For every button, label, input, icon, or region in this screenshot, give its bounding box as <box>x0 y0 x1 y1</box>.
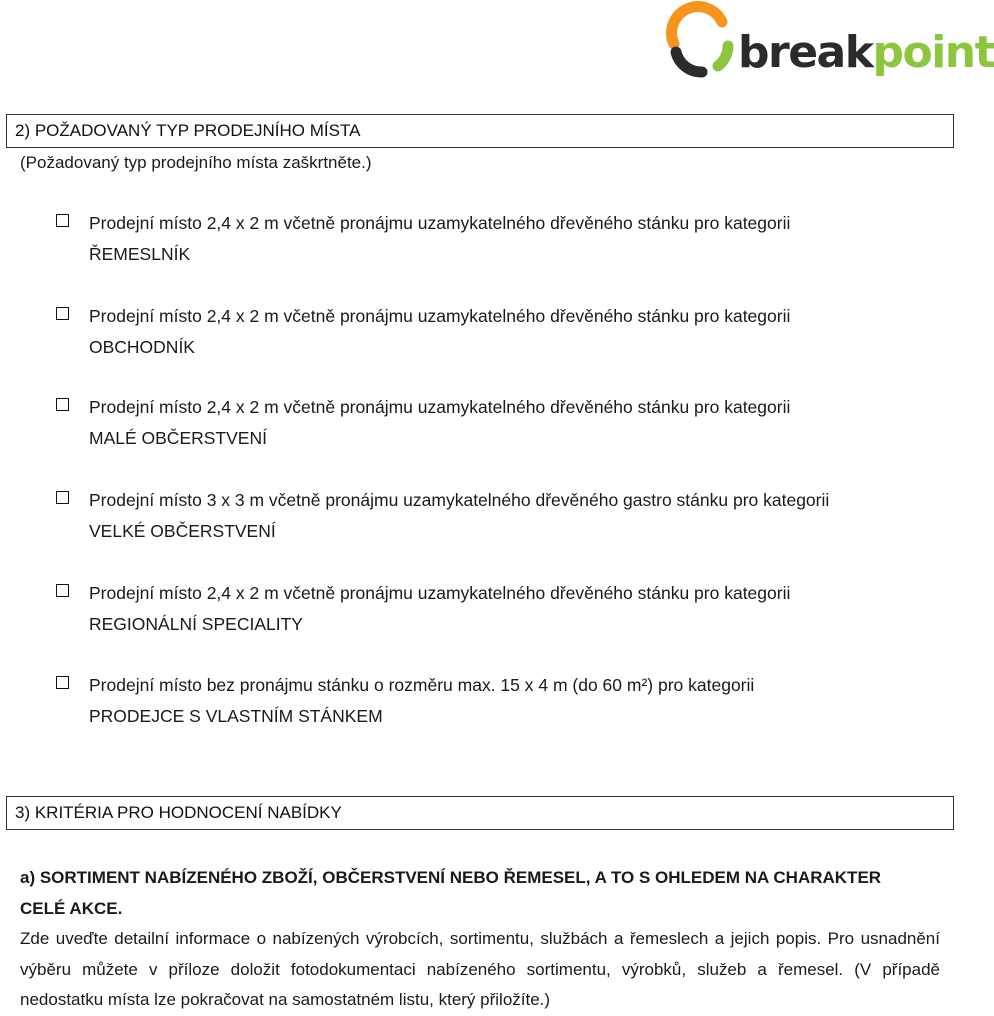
checkbox[interactable] <box>56 491 69 504</box>
option-label: Prodejní místo 3 x 3 m včetně pronájmu uzamykatelného dřevěného gastro stánku pro kategorii <box>89 490 830 510</box>
section-2-heading: 2) POŽADOVANÝ TYP PRODEJNÍHO MÍSTA <box>6 114 954 148</box>
breakpoint-logo <box>662 0 994 86</box>
checkbox[interactable] <box>56 676 69 689</box>
section-3-heading: 3) KRITÉRIA PRO HODNOCENÍ NABÍDKY <box>6 796 954 830</box>
stall-option[interactable] <box>56 485 936 547</box>
option-label: Prodejní místo bez pronájmu stánku o rozměru max. 15 x 4 m (do 60 m²) pro kategorii <box>89 675 755 695</box>
stall-option[interactable] <box>56 578 936 640</box>
option-category: VELKÉ OBČERSTVENÍ <box>89 521 276 541</box>
criterion-a-description: Zde uveďte detailní informace o nabízených výrobcích, sortimentu, službách a řemeslech a jejich popis. Pro usnadnění výběru můžete v příloze doložit fotodokumentaci nabízeného sortimentu, výrobků, služeb a řemesel. (V případě nedostatku místa lze pokračovat na samostatném listu, který přiložíte.) <box>20 929 940 1009</box>
section-2-instruction: (Požadovaný typ prodejního místa zaškrtněte.) <box>20 153 372 172</box>
option-category: PRODEJCE S VLASTNÍM STÁNKEM <box>89 706 383 726</box>
option-label: Prodejní místo 2,4 x 2 m včetně pronájmu uzamykatelného dřevěného stánku pro kategorii <box>89 213 791 233</box>
option-category: ŘEMESLNÍK <box>89 244 191 264</box>
checkbox[interactable] <box>56 214 69 227</box>
stall-option[interactable] <box>56 301 936 363</box>
checkbox[interactable] <box>56 307 69 320</box>
checkbox[interactable] <box>56 584 69 597</box>
option-label: Prodejní místo 2,4 x 2 m včetně pronájmu uzamykatelného dřevěného stánku pro kategorii <box>89 397 791 417</box>
stall-option[interactable] <box>56 670 936 732</box>
logo-mark-icon <box>662 0 742 80</box>
option-category: REGIONÁLNÍ SPECIALITY <box>89 614 303 634</box>
option-category: MALÉ OBČERSTVENÍ <box>89 428 267 448</box>
logo-wordmark: breakpoint <box>738 27 994 78</box>
checkbox[interactable] <box>56 398 69 411</box>
stall-option[interactable] <box>56 208 936 270</box>
option-label: Prodejní místo 2,4 x 2 m včetně pronájmu uzamykatelného dřevěného stánku pro kategorii <box>89 583 791 603</box>
option-label: Prodejní místo 2,4 x 2 m včetně pronájmu uzamykatelného dřevěného stánku pro kategorii <box>89 306 791 326</box>
stall-option[interactable] <box>56 392 936 454</box>
criterion-a-title: a) SORTIMENT NABÍZENÉHO ZBOŽÍ, OBČERSTVENÍ NEBO ŘEMESEL, A TO S OHLEDEM NA CHARAKTER CELÉ AKCE. <box>20 868 882 918</box>
option-category: OBCHODNÍK <box>89 337 195 357</box>
